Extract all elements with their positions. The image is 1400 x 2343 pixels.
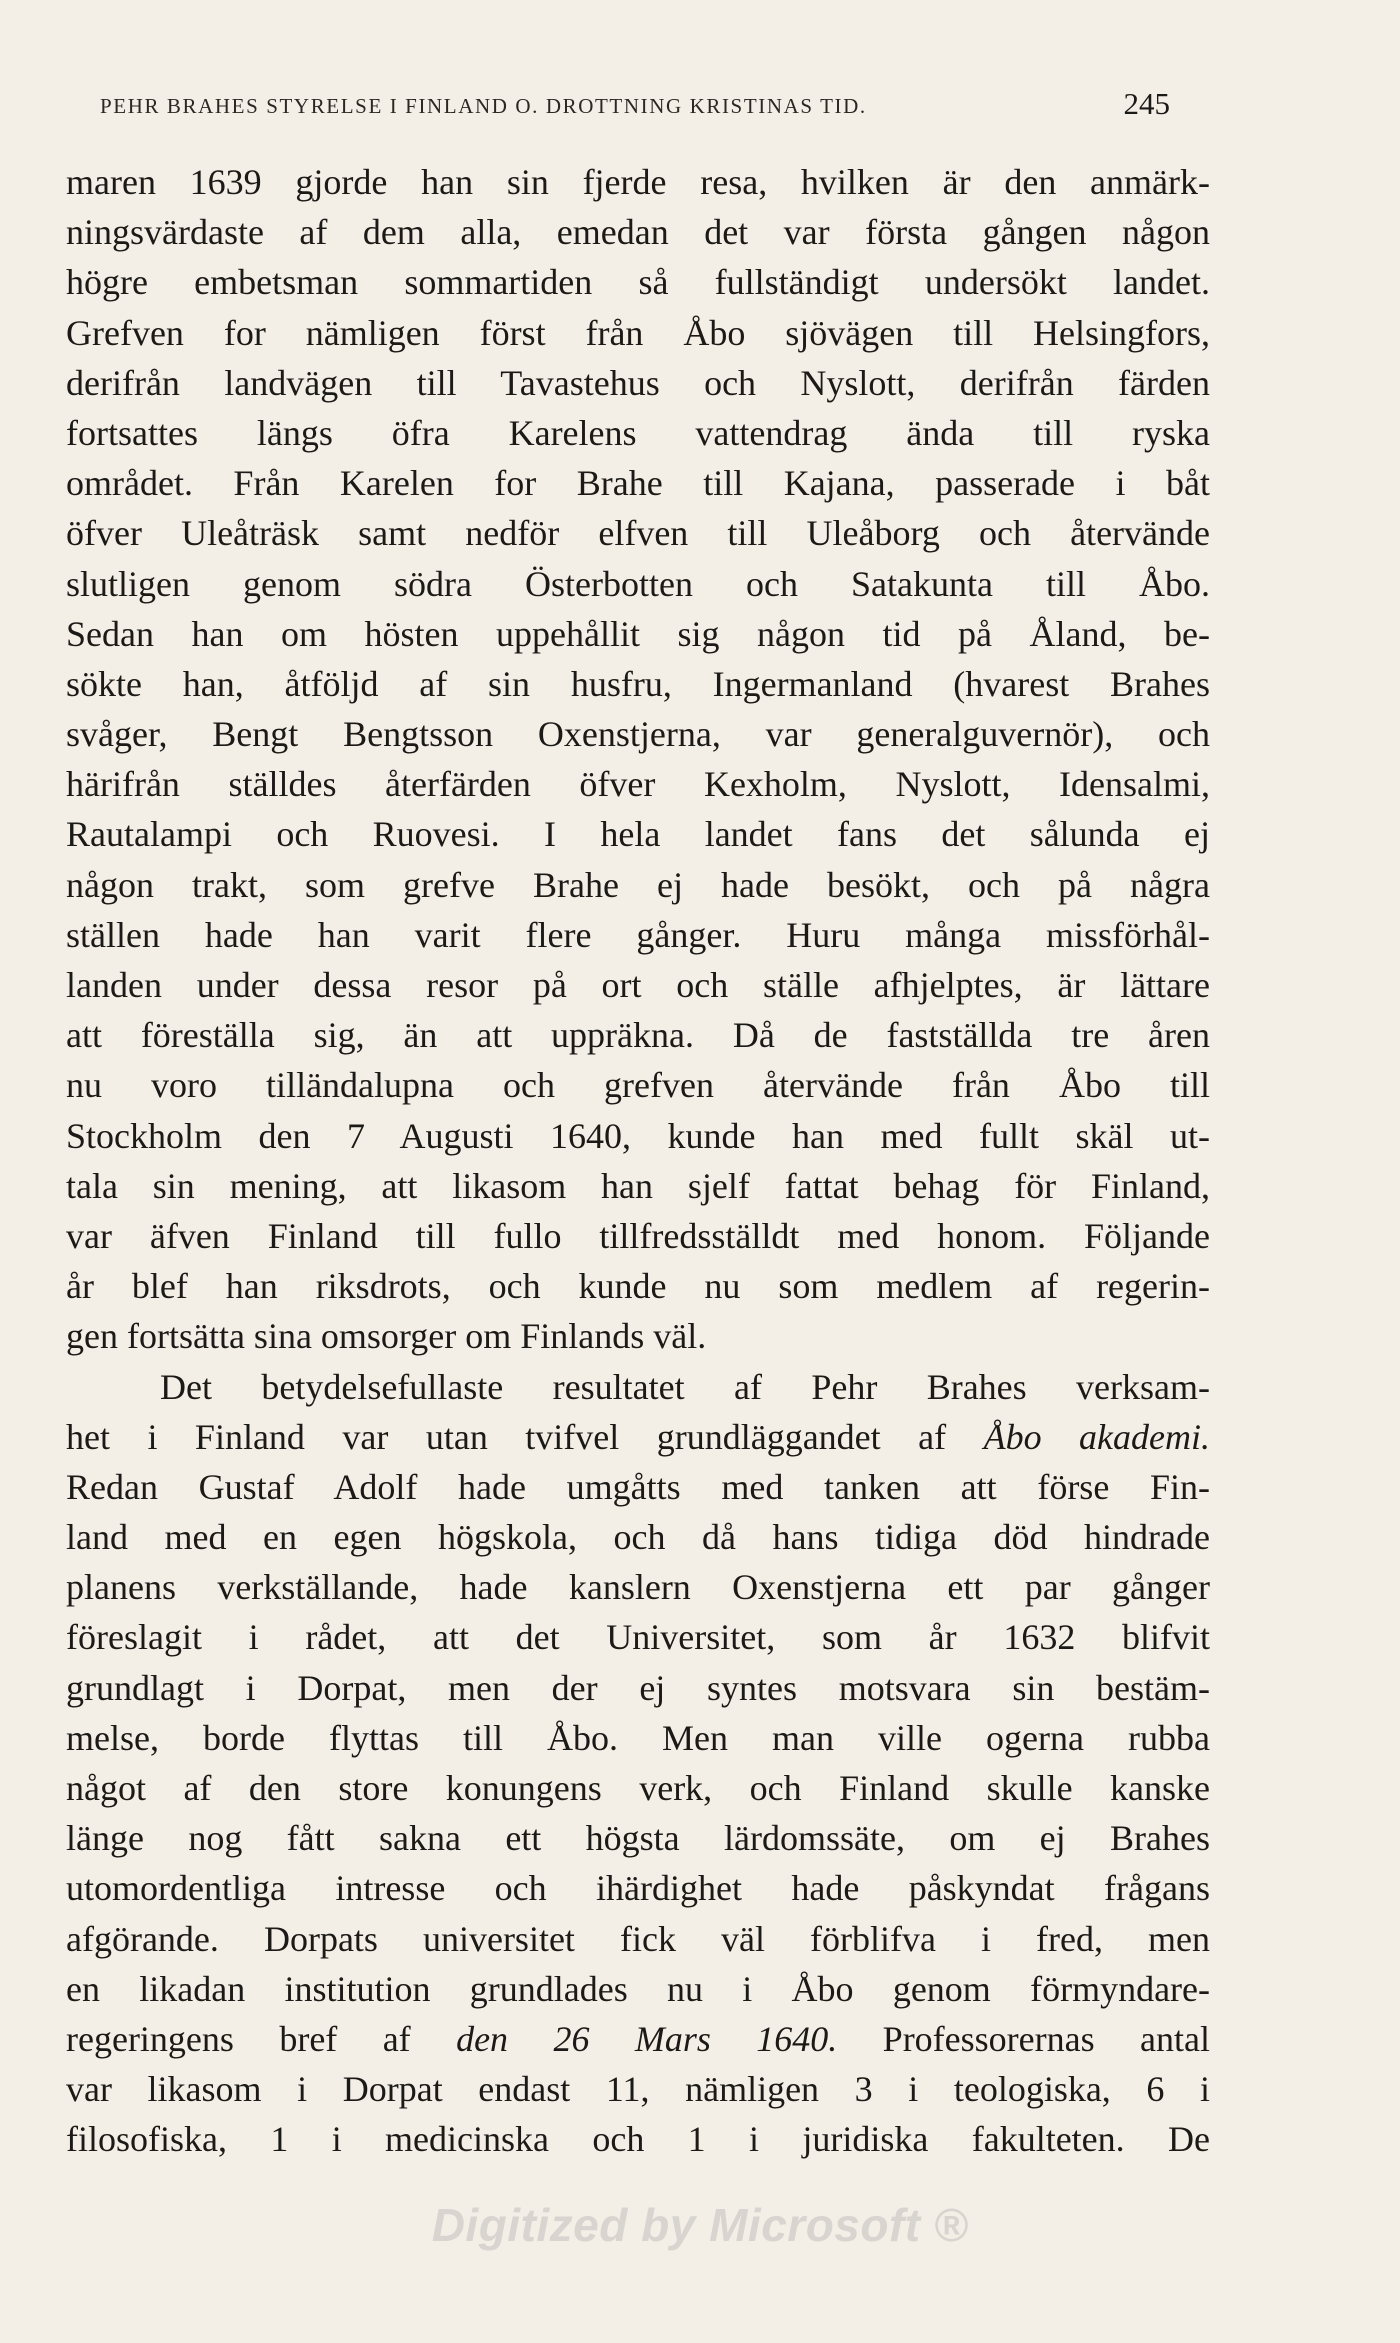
text-line: svåger, Bengt Bengtsson Oxenstjerna, var generalguvernör), och — [66, 714, 1210, 755]
text-line: ningsvärdaste af dem alla, emedan det var första gången någon — [66, 212, 1210, 253]
text-line: slutligen genom södra Österbotten och Satakunta till Åbo. — [66, 563, 1210, 604]
text-line: högre embetsman sommartiden så fullständigt undersökt landet. — [66, 262, 1210, 303]
digitization-watermark: Digitized by Microsoft ® — [431, 2199, 969, 2251]
text-line: Stockholm den 7 Augusti 1640, kunde han med fullt skäl ut- — [66, 1115, 1210, 1156]
text-line: någon trakt, som grefve Brahe ej hade besökt, och på några — [66, 864, 1210, 905]
emphasized-text: Åbo akademi. — [983, 1416, 1210, 1457]
text-line: Grefven for nämligen först från Åbo sjövägen till Helsingfors, — [66, 312, 1210, 353]
text-line: Redan Gustaf Adolf hade umgåtts med tanken att förse Fin- — [66, 1466, 1210, 1507]
page-number: 245 — [1123, 86, 1170, 121]
text-line: något af den store konungens verk, och Finland skulle kanske — [66, 1768, 1210, 1808]
paragraph-first-line: Det betydelsefullaste resultatet af Pehr Brahes verksam- — [160, 1366, 1210, 1407]
text-line: gen fortsätta sina omsorger om Finlands väl. — [66, 1316, 707, 1357]
text-line: var likasom i Dorpat endast 11, nämligen 3 i teologiska, 6 i — [66, 2069, 1210, 2110]
text-line — [66, 2014, 1210, 2064]
text-line: föreslagit i rådet, att det Universitet, som år 1632 blifvit — [66, 1617, 1210, 1658]
text-line: länge nog fått sakna ett högsta lärdomssäte, om ej Brahes — [66, 1818, 1210, 1859]
text-line: öfver Uleåträsk samt nedför elfven till Uleåborg och återvände — [66, 513, 1210, 554]
text-line: en likadan institution grundlades nu i Åbo genom förmyndare- — [66, 1968, 1210, 2009]
text-line: afgörande. Dorpats universitet fick väl förblifva i fred, men — [66, 1918, 1210, 1959]
text-line: var äfven Finland till fullo tillfredsställdt med honom. Följande — [66, 1215, 1210, 1256]
text-segment: Professorernas antal — [837, 2018, 1210, 2059]
body-text — [66, 157, 1210, 2165]
text-line: planens verkställande, hade kanslern Oxenstjerna ett par gånger — [66, 1567, 1210, 1608]
text-line: ställen hade han varit flere gånger. Huru många missförhål- — [66, 914, 1210, 955]
text-line: derifrån landvägen till Tavastehus och Nyslott, derifrån färden — [66, 362, 1210, 403]
text-line: fortsattes längs öfra Karelens vattendrag ända till ryska — [66, 412, 1210, 453]
text-segment: regeringens bref af — [66, 2018, 457, 2059]
running-head — [100, 86, 1170, 126]
text-line: land med en egen högskola, och då hans tidiga död hindrade — [66, 1517, 1210, 1558]
text-line: tala sin mening, att likasom han sjelf fattat behag för Finland, — [66, 1165, 1210, 1206]
text-line: att föreställa sig, än att uppräkna. Då de fastställda tre åren — [66, 1015, 1210, 1056]
emphasized-date: den 26 Mars 1640. — [456, 2018, 838, 2059]
text-line: området. Från Karelen for Brahe till Kajana, passerade i båt — [66, 463, 1210, 504]
text-line: nu voro tilländalupna och grefven återvände från Åbo till — [66, 1065, 1210, 1106]
text-line: filosofiska, 1 i medicinska och 1 i juridiska fakulteten. De — [66, 2119, 1210, 2160]
text-line: melse, borde flyttas till Åbo. Men man ville ogerna rubba — [66, 1717, 1210, 1758]
text-line: härifrån ställdes återfärden öfver Kexholm, Nyslott, Idensalmi, — [66, 764, 1210, 805]
text-line — [66, 1412, 1210, 1462]
text-segment: het i Finland var utan tvifvel grundläggandet af — [66, 1416, 984, 1457]
text-line: Sedan han om hösten uppehållit sig någon tid på Åland, be- — [66, 613, 1210, 654]
text-line: maren 1639 gjorde han sin fjerde resa, hvilken är den anmärk- — [66, 162, 1210, 202]
text-line: Rautalampi och Ruovesi. I hela landet fans det sålunda ej — [66, 814, 1210, 855]
text-line: år blef han riksdrots, och kunde nu som medlem af regerin- — [66, 1266, 1210, 1307]
text-line: utomordentliga intresse och ihärdighet hade påskyndat frågans — [66, 1868, 1210, 1909]
running-title: PEHR BRAHES STYRELSE I FINLAND O. DROTTNING KRISTINAS TID. — [100, 94, 867, 118]
text-line: landen under dessa resor på ort och ställe afhjelptes, är lättare — [66, 965, 1210, 1005]
text-line: grundlagt i Dorpat, men der ej syntes motsvara sin bestäm- — [66, 1667, 1210, 1708]
text-line: sökte han, åtföljd af sin husfru, Ingermanland (hvarest Brahes — [66, 663, 1210, 704]
